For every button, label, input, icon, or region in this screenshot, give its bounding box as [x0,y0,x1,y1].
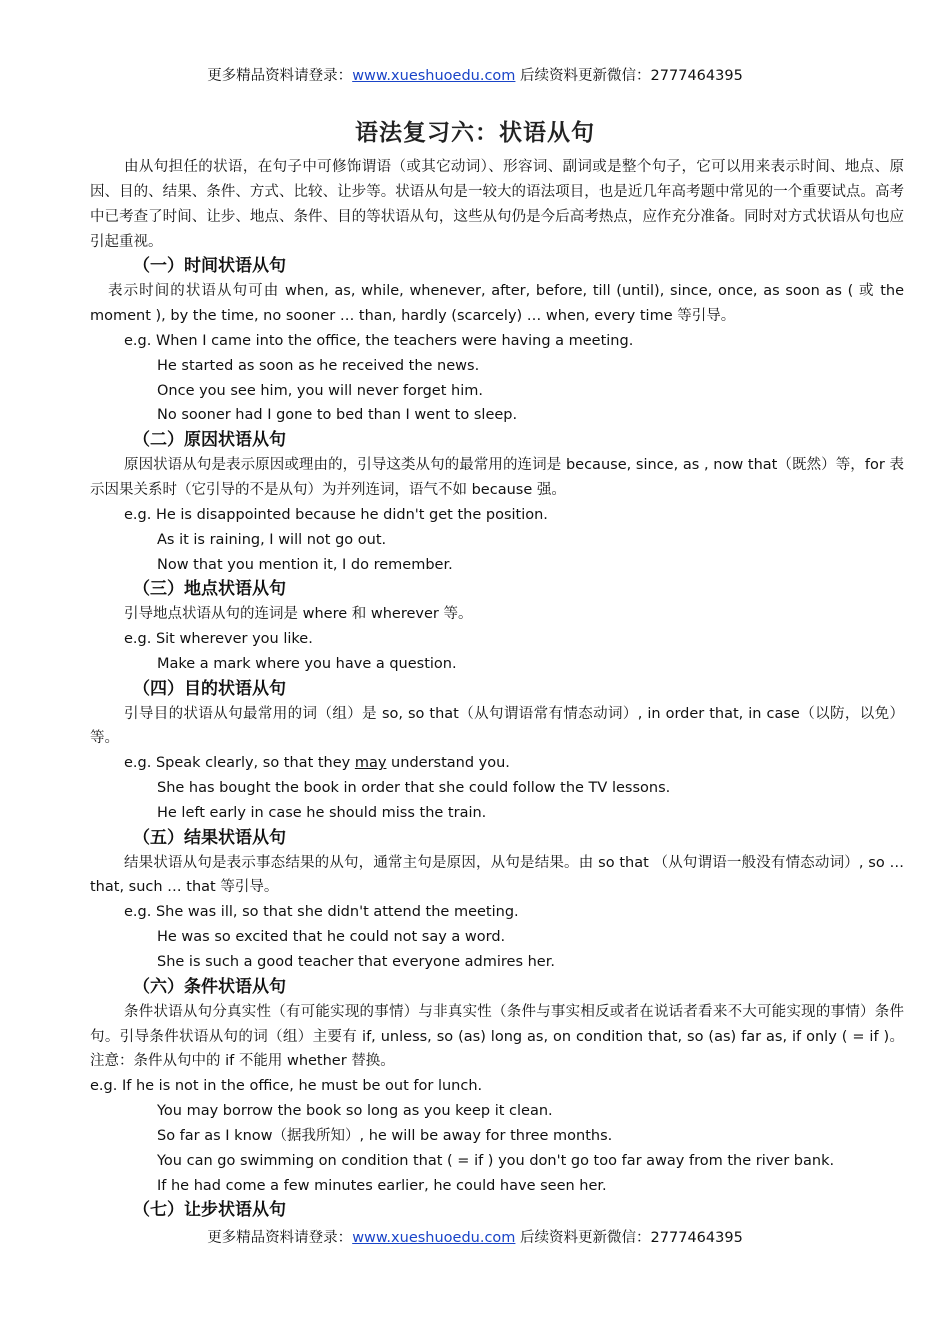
example-sentence: e.g. He is disappointed because he didn't get the position. [124,506,548,523]
example-sentence: She has bought the book in order that she could follow the TV lessons. [157,780,671,797]
footer-prefix: 更多精品资料请登录： [207,1230,353,1246]
section-desc-reason: 原因状语从句是表示原因或理由的，引导这类从句的最常用的连词是 because, since, as , now that（既然）等，for 表示因果关系时（它引导的不是从句）为并列连词，语气不如 because 强。 [90,457,904,498]
intro-paragraph: 由从句担任的状语，在句子中可修饰谓语（或其它动词）、形容词、副词或是整个句子，它可以用来表示时间、地点、原因、目的、结果、条件、方式、比较、让步等。状语从句是一较大的语法项目，也是近几年高考题中常见的一个重要试点。高考中已考查了时间、让步、地点、条件、目的等状语从句，这些从句仍是今后高考热点，应作充分准备。同时对方式状语从句也应引起重视。 [90,159,904,250]
section-heading-purpose: （四）目的状语从句 [133,678,286,699]
example-sentence: He left early in case he should miss the train. [157,804,487,821]
section-desc-time: 表示时间的状语从句可由 when, as, while, whenever, after, before, till (until), since, once, as soon as ( 或 the moment ), by the time, no sooner … than, hardly (scarcely) … when, every time 等引导。 [90,283,904,325]
example-sentence: She is such a good teacher that everyone admires her. [157,954,555,970]
header-suffix: 后续资料更新微信：2777464395 [515,68,743,84]
footer-link[interactable]: www.xueshuoedu.com [352,1230,516,1246]
example-sentence: e.g. When I came into the office, the teachers were having a meeting. [124,332,634,349]
example-sentence: You may borrow the book so long as you keep it clean. [157,1103,553,1120]
example-text: understand you. [386,755,510,772]
footer-suffix: 后续资料更新微信：2777464395 [515,1230,743,1246]
example-sentence: e.g. If he is not in the office, he must be out for lunch. [90,1078,483,1095]
header-link[interactable]: www.xueshuoedu.com [352,68,516,84]
example-sentence: You can go swimming on condition that ( = if ) you don't go too far away from the river bank. [157,1152,835,1169]
page-title: 语法复习六：状语从句 [355,119,595,146]
section-desc-condition: 条件状语从句分真实性（有可能实现的事情）与非真实性（条件与事实相反或者在说话者看来不大可能实现的事情）条件句。引导条件状语从句的词（组）主要有 if, unless, so (as) long as, on condition that, so (as) far as, if only ( = if )。注意：条件从句中的 if 不能用 whether 替换。 [90,1003,904,1070]
example-sentence: Once you see him, you will never forget him. [157,382,483,399]
example-sentence: e.g. She was ill, so that she didn't attend the meeting. [124,904,519,921]
section-desc-result: 结果状语从句是表示事态结果的从句，通常主句是原因，从句是结果。由 so that （从句谓语一般没有情态动词）, so … that, such … that 等引导。 [90,854,904,896]
example-sentence: He started as soon as he received the news. [157,357,480,374]
example-sentence: No sooner had I gone to bed than I went to sleep. [157,407,518,424]
page-footer [0,1228,950,1248]
example-sentence: As it is raining, I will not go out. [157,531,387,548]
section-desc-place: 引导地点状语从句的连词是 where 和 wherever 等。 [124,606,473,623]
example-sentence: So far as I know（据我所知）, he will be away for three months. [157,1127,613,1144]
example-sentence: If he had come a few minutes earlier, he could have seen her. [157,1177,607,1194]
section-heading-place: （三）地点状语从句 [133,579,286,600]
example-sentence: e.g. Sit wherever you like. [124,631,313,648]
header-prefix: 更多精品资料请登录： [207,68,353,84]
example-sentence: Make a mark where you have a question. [157,655,457,672]
page-header [0,66,950,86]
section-heading-result: （五）结果状语从句 [133,827,286,848]
section-heading-concession: （七）让步状语从句 [133,1200,286,1221]
section-heading-reason: （二）原因状语从句 [133,430,286,451]
document-body [90,155,904,1223]
example-sentence: Now that you mention it, I do remember. [157,556,453,573]
example-sentence: He was so excited that he could not say a word. [157,929,506,946]
section-desc-purpose: 引导目的状语从句最常用的词（组）是 so, so that（从句谓语常有情态动词）, in order that, in case（以防，以免）等。 [90,705,904,747]
example-sentence [90,751,904,776]
example-text: e.g. Speak clearly, so that they [124,755,355,772]
section-heading-condition: （六）条件状语从句 [133,976,286,997]
section-heading-time: （一）时间状语从句 [133,256,286,277]
underlined-word: may [354,755,387,772]
